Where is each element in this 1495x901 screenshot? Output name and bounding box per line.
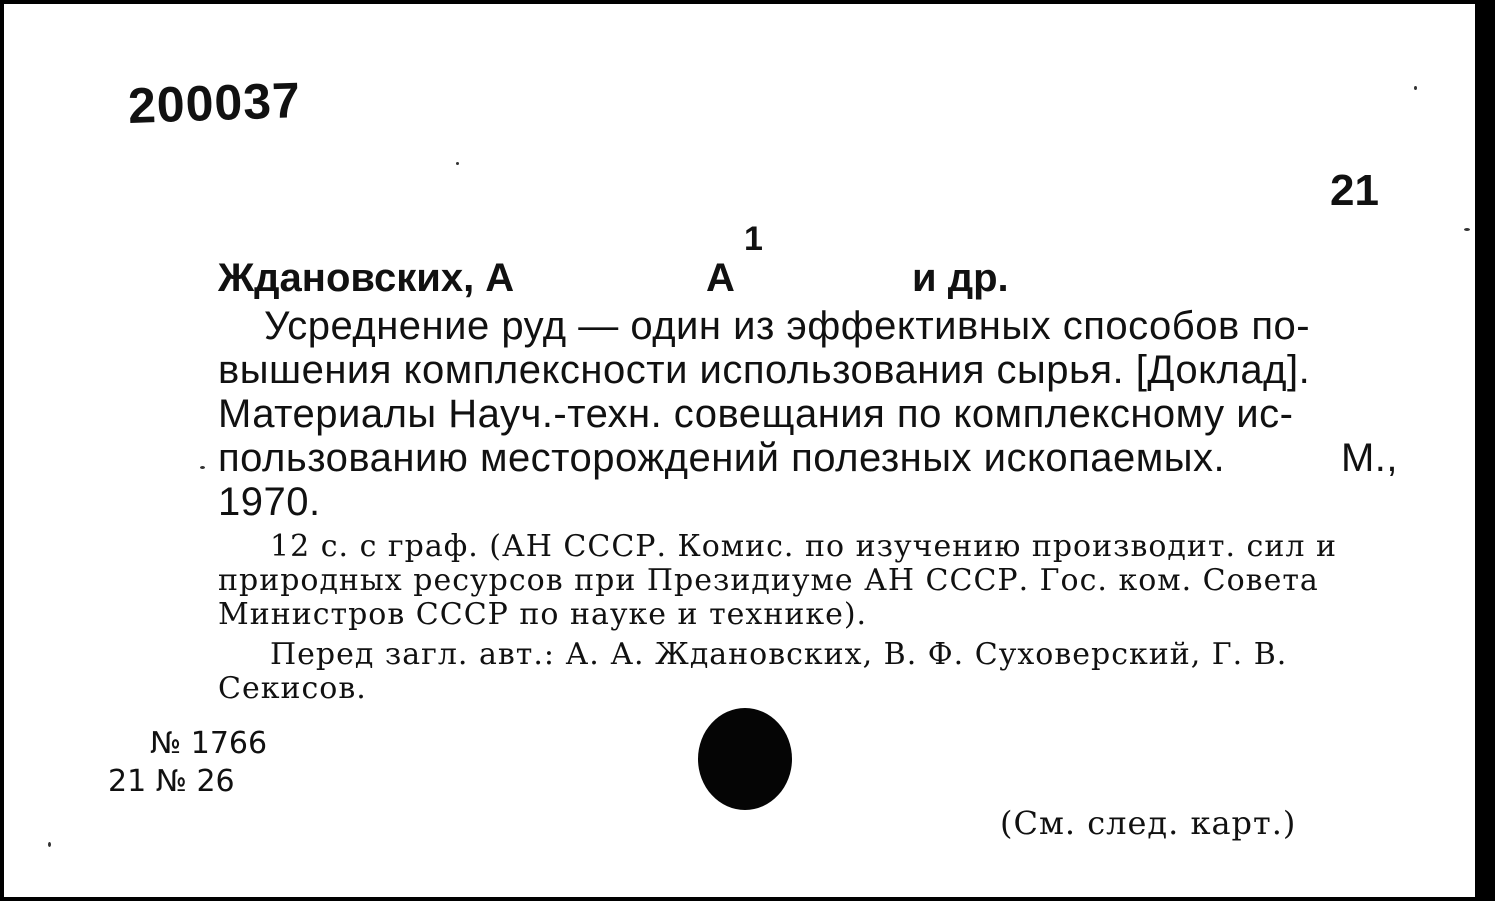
speck [456, 162, 459, 165]
continuation-note: (См. след. карт.) [1000, 804, 1297, 842]
registry-number: 21 № 26 [108, 764, 235, 799]
title-block [218, 304, 1398, 524]
title-line: пользованию месторождений полезных ископаемых. [218, 436, 1226, 480]
scan-edge [1475, 0, 1495, 901]
title-line: Усреднение руд — один из эффективных способов по- [264, 304, 1311, 348]
punch-hole [698, 708, 792, 810]
classification-code: 21 [1330, 166, 1379, 215]
speck [1464, 228, 1470, 231]
registry-number: № 1766 [150, 726, 268, 761]
title-line: Материалы Науч.-техн. совещания по комплексному ис- [218, 392, 1294, 436]
accession-number: 200037 [127, 72, 302, 134]
author-et-al: и др. [912, 256, 1009, 300]
speck [48, 842, 51, 847]
authors-note [218, 638, 1394, 706]
title-line-with-place [218, 436, 1398, 480]
author-initial: А [706, 256, 735, 300]
catalog-card [4, 4, 1475, 897]
title-line: вышения комплексности использования сырья. [Доклад]. [218, 348, 1311, 392]
note-line: Перед загл. авт.: А. А. Ждановских, В. Ф. Суховерский, Г. В. [270, 637, 1288, 672]
note-line: природных ресурсов при Президиуме АН СССР. Гос. ком. Совета [218, 563, 1319, 598]
speck [1414, 86, 1417, 90]
author-name: Ждановских, А [218, 256, 515, 300]
note-line: Министров СССР по науке и технике). [218, 597, 868, 632]
speck [200, 466, 205, 469]
publication-place: М., [1340, 436, 1398, 480]
note-line: Секисов. [218, 671, 367, 706]
publication-year: 1970. [218, 480, 321, 524]
author-superscript: 1 [744, 220, 763, 258]
pages-note [218, 530, 1394, 632]
note-line: 12 с. с граф. (АН СССР. Комис. по изучению производит. сил и [270, 529, 1337, 564]
